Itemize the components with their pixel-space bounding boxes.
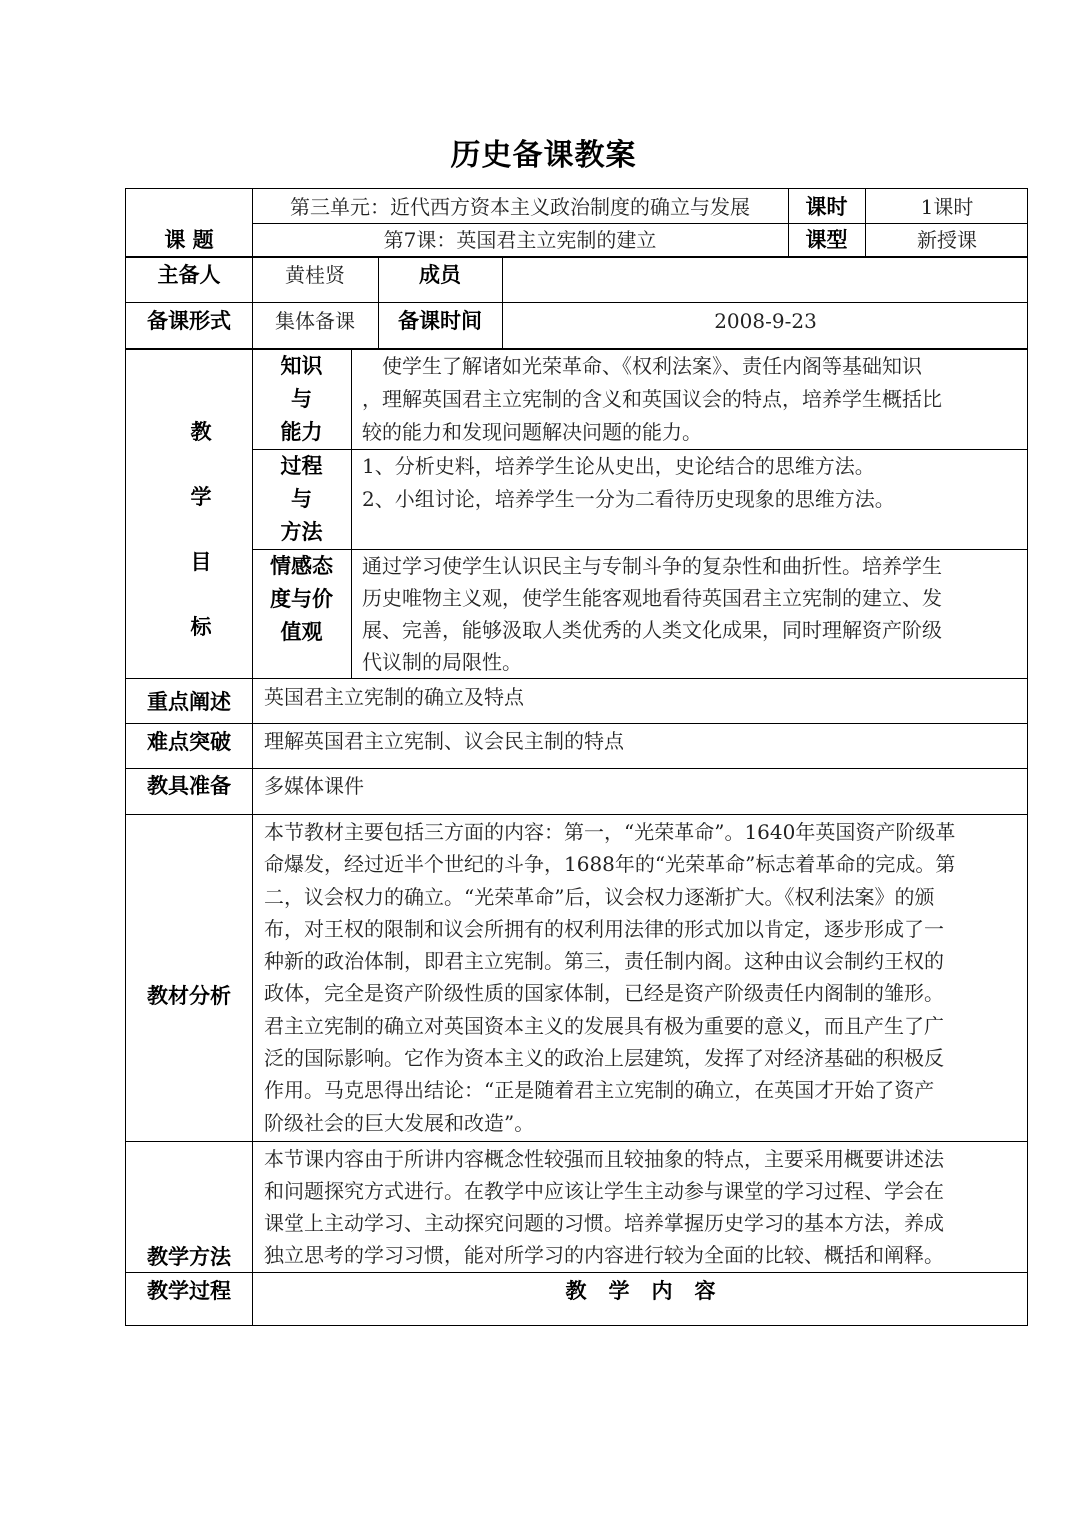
document-title: 历史备课教案 (450, 138, 637, 173)
process-text: 1、分析史料，培养学生论从史出，史论结合的思维方法。 2、小组讨论，培养学生一分为二看待历史现象的思维方法。 (362, 454, 895, 511)
knowledge-text: 使学生了解诸如光荣革命、《权利法案》、责任内阁等基础知识 ，理解英国君主立宪制的含义和英国议会的特点，培养学生概括比 较的能力和发现问题解决问题的能力。 (362, 354, 942, 444)
type-label: 课型 (805, 228, 848, 252)
process-row-label: 教学过程 (147, 1279, 231, 1303)
grid-line (126, 814, 1027, 815)
members-label: 成员 (419, 263, 461, 287)
key-points-label: 重点阐述 (147, 690, 231, 714)
difficulties-label: 难点突破 (147, 730, 231, 754)
methods-label: 教学方法 (147, 1245, 231, 1269)
knowledge-label: 知识 与 能力 (280, 354, 323, 444)
objectives-label-char: 学 (190, 485, 212, 509)
lesson-title: 第7课：英国君主立宪制的建立 (383, 228, 657, 252)
prep-form-value: 集体备课 (275, 309, 355, 333)
methods-text: 本节课内容由于所讲内容概念性较强而且较抽象的特点，主要采用概要讲述法 和问题探究方式进行。在教学中应该让学生主动参与课堂的学习过程、学会在 课堂上主动学习、主动探究问题的习惯。培养掌握历史学习的基本方法，养成 独立思考的学习习惯，能对所学习的内容进行较为全面的比较、概括和阐释。 (264, 1147, 944, 1267)
equipment-value: 多媒体课件 (264, 774, 364, 798)
unit-title: 第三单元：近代西方资本主义政治制度的确立与发展 (290, 195, 750, 219)
emotion-label: 情感态 度与价 值观 (270, 554, 333, 644)
grid-line (502, 256, 503, 348)
grid-line (126, 723, 1027, 724)
grid-line (351, 348, 352, 678)
topic-label: 课 题 (164, 228, 214, 252)
grid-line (126, 256, 1027, 258)
hours-label: 课时 (805, 195, 848, 219)
equipment-label: 教具准备 (147, 774, 231, 798)
analysis-label: 教材分析 (147, 984, 231, 1008)
analysis-text: 本节教材主要包括三方面的内容：第一，“光荣革命”。1640年英国资产阶级革 命爆发，经过近半个世纪的斗争，1688年的“光荣革命”标志着革命的完成。第 二，议会权力的确立。“光荣革命”后，议会权力逐渐扩大。《权利法案》的颁 布，对王权的限制和议会所拥有的权利用法律的形式加以肯定，逐步形成了一 种新的政治体制，即君主立宪制。第三，责任制内阁。这种由议会制约王权的 政体，完全是资产阶级性质的国家体制，已经是资产阶级责任内阁制的雏形。 君主立宪制的确立对英国资本主义的发展具有极为重要的意义，而且产生了广 泛的国际影响。它作为资本主义的政治上层建筑，发挥了对经济基础的积极反 作用。马克思得出结论：“正是随着君主立宪制的确立，在英国才开始了资产 阶级社会的巨大发展和改造”。 (264, 820, 956, 1135)
preparer-label: 主备人 (157, 263, 221, 287)
grid-line (126, 1272, 1027, 1273)
objectives-label-char: 目 (190, 550, 212, 574)
key-points-value: 英国君主立宪制的确立及特点 (264, 685, 524, 709)
objectives-label-char: 标 (190, 615, 212, 639)
prep-time-value: 2008-9-23 (714, 309, 817, 333)
difficulties-value: 理解英国君主立宪制、议会民主制的特点 (264, 729, 624, 753)
grid-line (126, 1141, 1027, 1142)
prep-time-label: 备课时间 (398, 309, 482, 333)
grid-line (252, 223, 1027, 224)
hours-value: 1课时 (920, 195, 974, 219)
type-value: 新授课 (917, 228, 977, 252)
grid-line (126, 768, 1027, 769)
content-header: 教学内容 (565, 1279, 738, 1303)
objectives-label-char: 教 (190, 420, 212, 444)
lesson-plan-table (125, 188, 1028, 1326)
grid-line (126, 678, 1027, 679)
preparer-value: 黄桂贤 (285, 263, 345, 287)
process-label: 过程 与 方法 (280, 454, 323, 544)
grid-line (126, 302, 1027, 303)
prep-form-label: 备课形式 (147, 309, 231, 333)
emotion-text: 通过学习使学生认识民主与专制斗争的复杂性和曲折性。培养学生 历史唯物主义观，使学生能客观地看待英国君主立宪制的建立、发 展、完善，能够汲取人类优秀的人类文化成果，同时理解资产阶级 代议制的局限性。 (362, 554, 942, 674)
